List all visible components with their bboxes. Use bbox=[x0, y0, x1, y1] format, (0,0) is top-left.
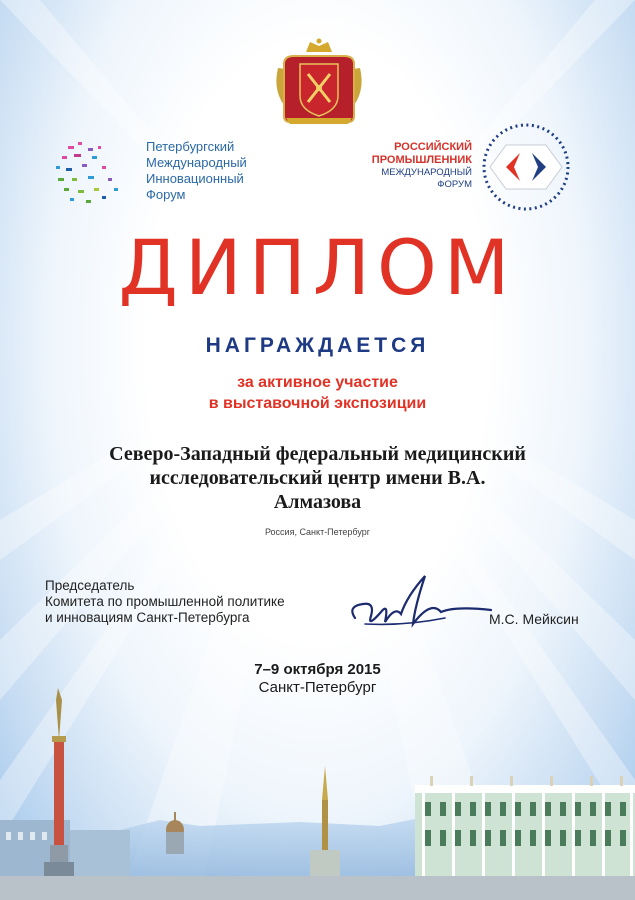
recipient-line-1: Северо-Западный федеральный медицинский bbox=[109, 443, 526, 465]
logo-left-line-4: Форум bbox=[146, 187, 186, 202]
recipient-line-3: Алмазова bbox=[273, 491, 362, 513]
recipient-line-2: исследовательский центр имени В.А. bbox=[149, 467, 486, 489]
signer-role-line-2: Комитета по промышленной политике bbox=[45, 594, 285, 609]
award-reason-line-2: в выставочной экспозиции bbox=[208, 395, 427, 412]
awarded-heading: НАГРАЖДАЕТСЯ bbox=[205, 334, 430, 357]
signer-name: М.С. Мейксин bbox=[489, 611, 579, 627]
award-reason-line-1: за активное участие bbox=[237, 374, 398, 391]
event-dates: 7–9 октября 2015 bbox=[254, 661, 381, 678]
logo-right-line-4: ФОРУМ bbox=[437, 179, 472, 190]
recipient-name bbox=[60, 442, 575, 514]
award-reason bbox=[0, 372, 635, 414]
recipient-location: Россия, Санкт-Петербург bbox=[264, 527, 371, 537]
saint-petersburg-coat-of-arms bbox=[270, 38, 368, 124]
logo-right-line-2: ПРОМЫШЛЕННИК bbox=[371, 154, 472, 166]
innovation-forum-logo-icon bbox=[48, 138, 140, 210]
diploma-title: ДИПЛОМ bbox=[118, 223, 517, 312]
signer-role bbox=[45, 578, 285, 626]
logo-right-line-1: РОССИЙСКИЙ bbox=[394, 141, 472, 153]
logo-left-line-1: Петербургский bbox=[146, 139, 235, 154]
event-city: Санкт-Петербург bbox=[258, 679, 377, 696]
saint-petersburg-skyline-illustration bbox=[0, 680, 635, 900]
logo-left-line-2: Международный bbox=[146, 155, 247, 170]
signer-role-line-1: Председатель bbox=[45, 578, 135, 593]
logo-right-line-3: МЕЖДУНАРОДНЫЙ bbox=[381, 167, 472, 178]
logo-left-line-3: Инновационный bbox=[146, 171, 244, 186]
signer-role-line-3: и инновациям Санкт-Петербурга bbox=[45, 610, 250, 625]
handwritten-signature bbox=[345, 566, 495, 636]
russian-industrialist-logo-icon bbox=[476, 117, 576, 217]
russian-industrialist-logo-text bbox=[354, 141, 472, 191]
innovation-forum-logo-text bbox=[146, 139, 247, 203]
